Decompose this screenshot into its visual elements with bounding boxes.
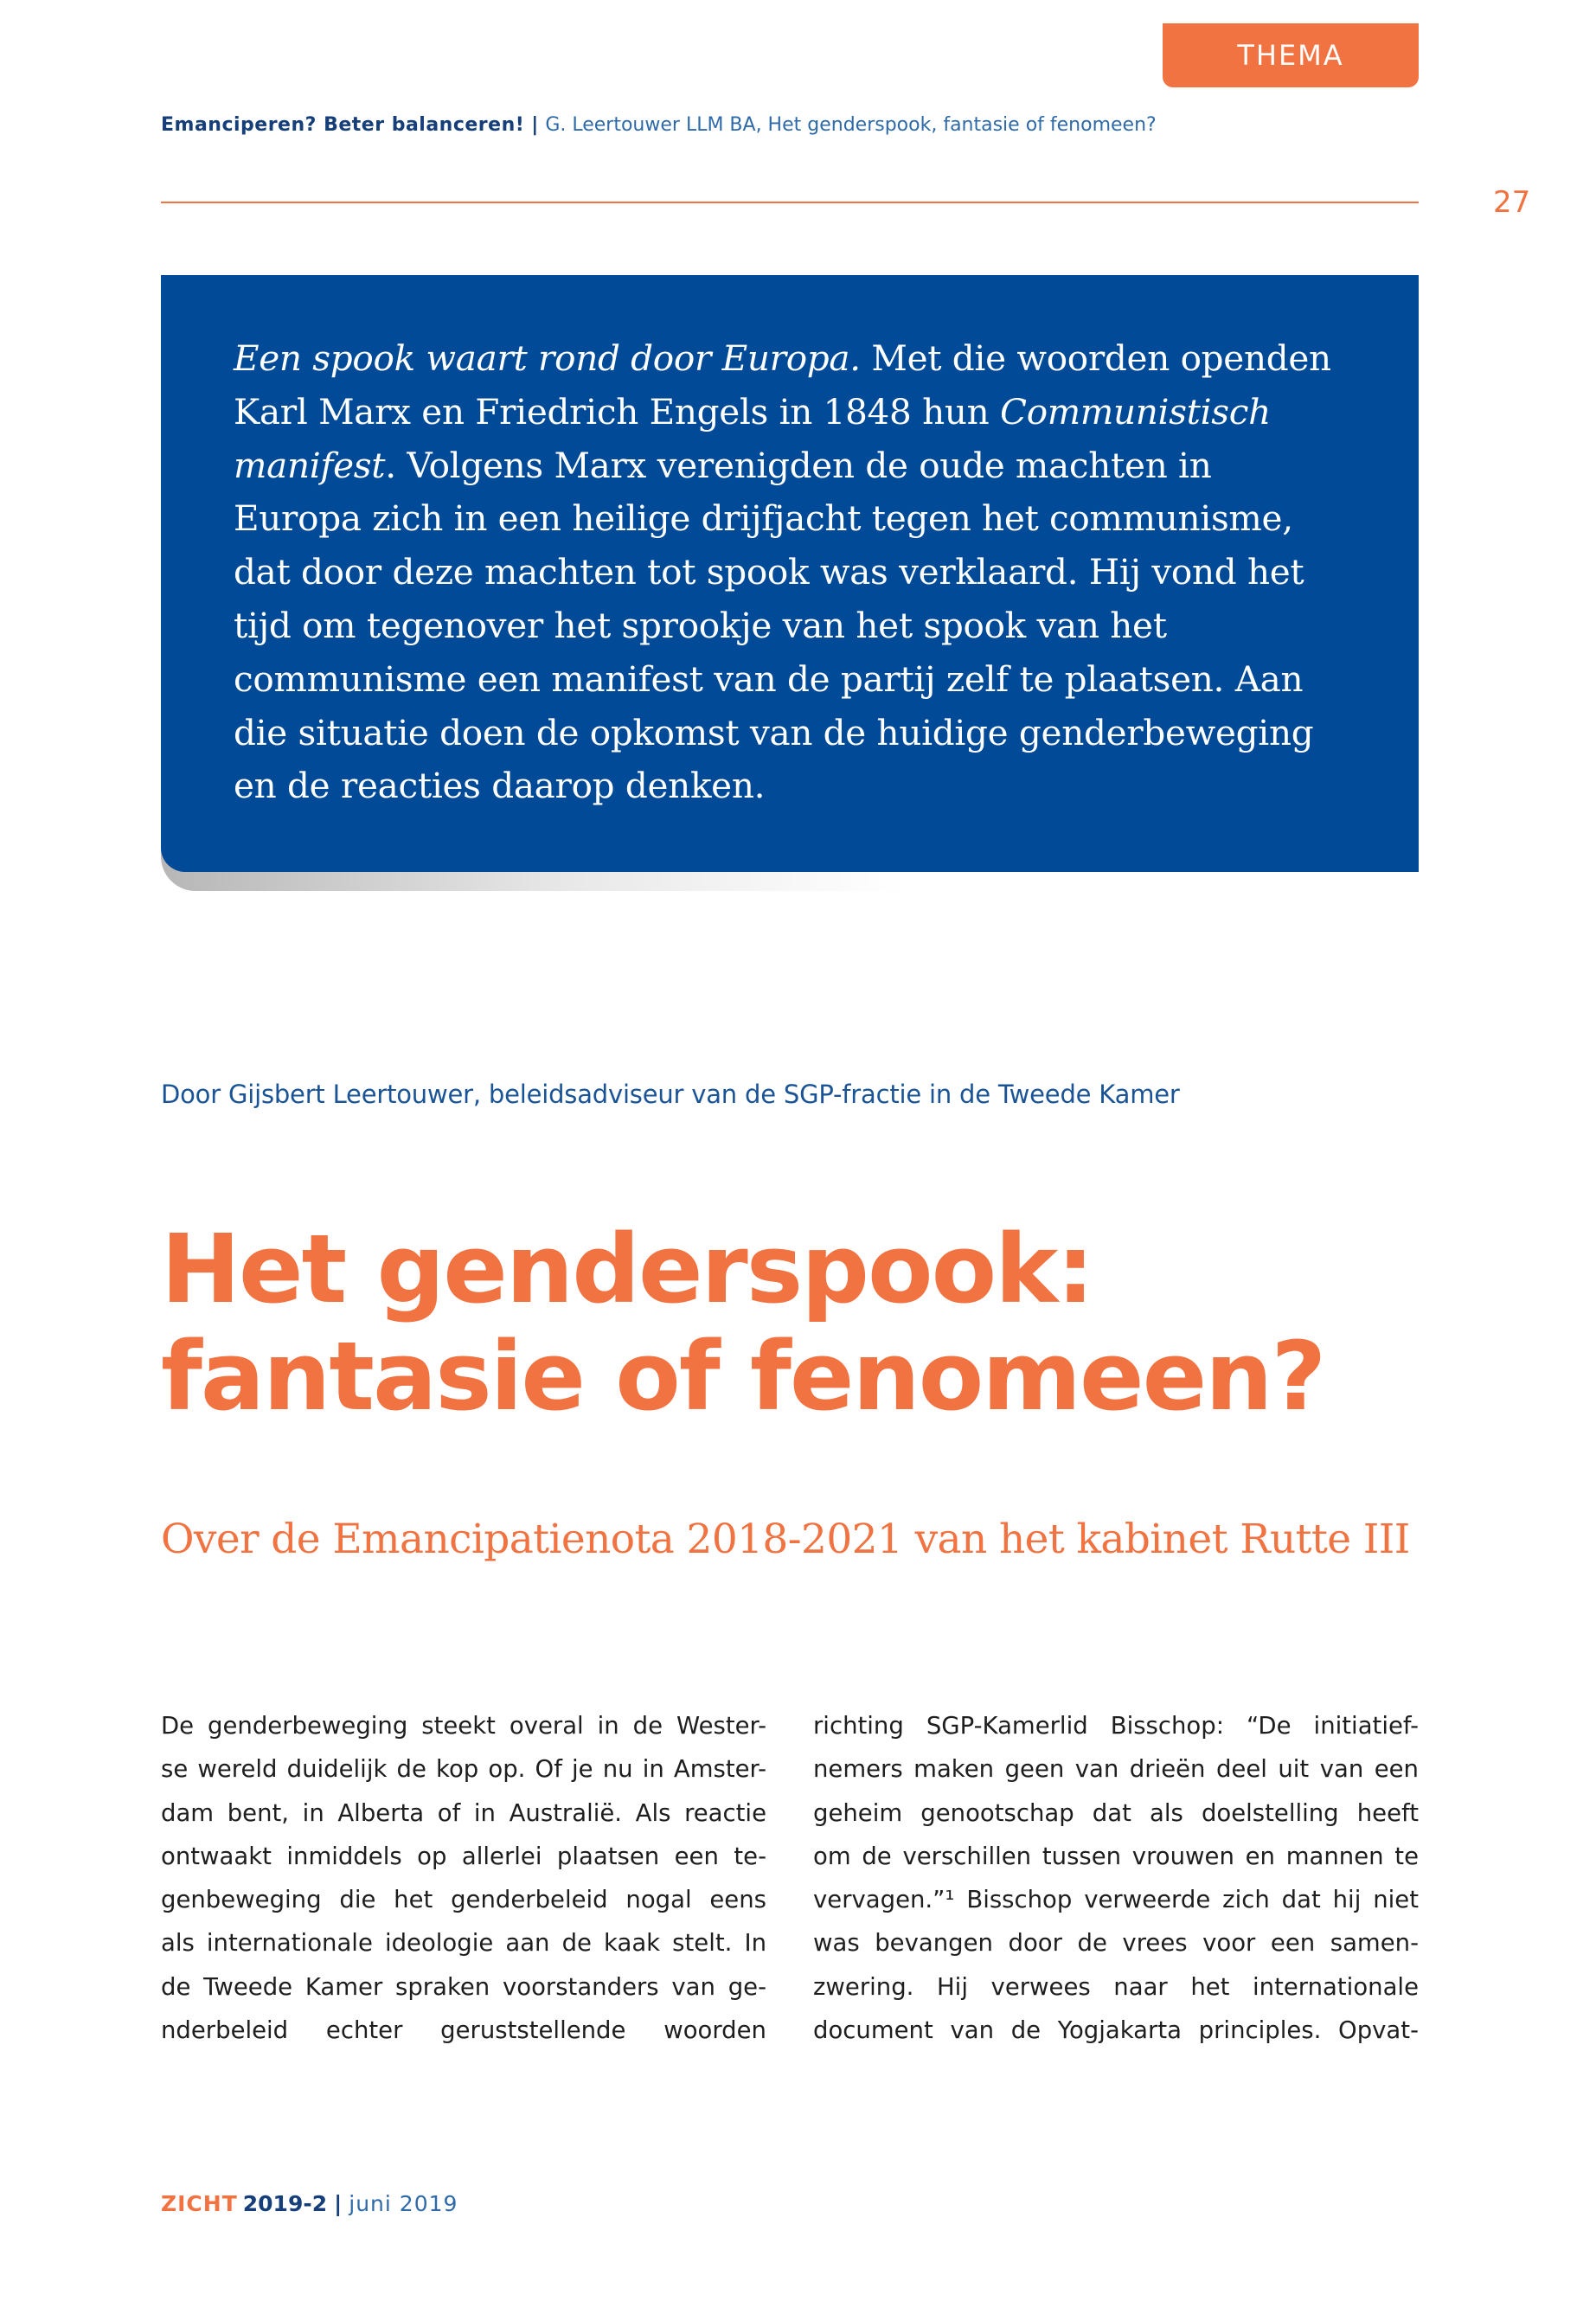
body-line: vervagen.”¹ Bisschop verweerde zich dat hij niet [813, 1886, 1419, 1914]
article-subtitle: Over de Emancipatienota 2018-2021 van het kabinet Rutte III [161, 1516, 1410, 1563]
body-line: De genderbeweging steekt overal in de Wester- [161, 1712, 766, 1740]
section-tab: THEMA [1163, 23, 1419, 87]
running-header-series: Emanciperen? Beter balanceren! [161, 114, 525, 136]
body-line: de Tweede Kamer spraken voorstanders van ge- [161, 1972, 766, 2001]
intro-text [234, 332, 1349, 813]
body-line: se wereld duidelijk de kop op. Of je nu in Amster- [161, 1755, 766, 1784]
intro-box [161, 275, 1419, 872]
body-line: document van de Yogjakarta principles. Opvat- [813, 2016, 1419, 2045]
page-number: 27 [1493, 185, 1531, 220]
body-column-right [813, 1704, 1419, 2052]
intro-book-title: Communistisch manifest [234, 390, 1271, 486]
article-title [161, 1215, 1458, 1430]
intro-quote: Een spook waart rond door Europa. [234, 337, 861, 379]
title-line-2: fantasie of fenomeen? [161, 1321, 1325, 1432]
footer-brand: ZICHT [161, 2191, 238, 2216]
footer-date: juni 2019 [349, 2191, 458, 2216]
body-line: ontwaakt inmiddels op allerlei plaatsen een te- [161, 1842, 766, 1870]
body-column-left [161, 1704, 766, 2052]
body-line: als internationale ideologie aan de kaak stelt. In [161, 1929, 766, 1958]
running-header [161, 114, 1157, 136]
running-header-article: G. Leertouwer LLM BA, Het genderspook, fantasie of fenomeen? [545, 114, 1157, 136]
title-line-1: Het genderspook: [161, 1214, 1093, 1324]
intro-text-part2: . Volgens Marx verenigden de oude machten in Europa zich in een heilige drijfjacht tegen het communisme, dat door deze machten tot spook was verklaard. Hij vond het tijd om tegenover het sprookje van het spook van het communisme een manifest van de partij zelf te plaatsen. Aan die situatie doen de opkomst van de huidige genderbeweging en de reacties daarop denken. [234, 444, 1314, 807]
byline: Door Gijsbert Leertouwer, beleidsadviseur van de SGP-fractie in de Tweede Kamer [161, 1080, 1180, 1109]
body-line: was bevangen door de vrees voor een samen- [813, 1929, 1419, 1958]
body-line: om de verschillen tussen vrouwen en mannen te [813, 1842, 1419, 1870]
body-line: zwering. Hij verwees naar het internationale [813, 1972, 1419, 2001]
body-line: dam bent, in Alberta of in Australië. Als reactie [161, 1798, 766, 1827]
footer-separator: | [334, 2191, 343, 2216]
header-rule [161, 202, 1419, 203]
intro-text-part1: Met die woorden openden Karl Marx en Friedrich Engels in 1848 hun [234, 337, 1331, 433]
body-line: genbeweging die het genderbeleid nogal eens [161, 1886, 766, 1914]
page-footer [161, 2191, 458, 2216]
body-line: geheim genootschap dat als doelstelling heeft [813, 1798, 1419, 1827]
footer-issue: 2019-2 [242, 2191, 328, 2216]
running-header-separator: | [531, 114, 539, 136]
body-line: nemers maken geen van drieën deel uit van een [813, 1755, 1419, 1784]
body-line: nderbeleid echter geruststellende woorden [161, 2016, 766, 2045]
body-line: richting SGP-Kamerlid Bisschop: “De initiatief- [813, 1712, 1419, 1740]
